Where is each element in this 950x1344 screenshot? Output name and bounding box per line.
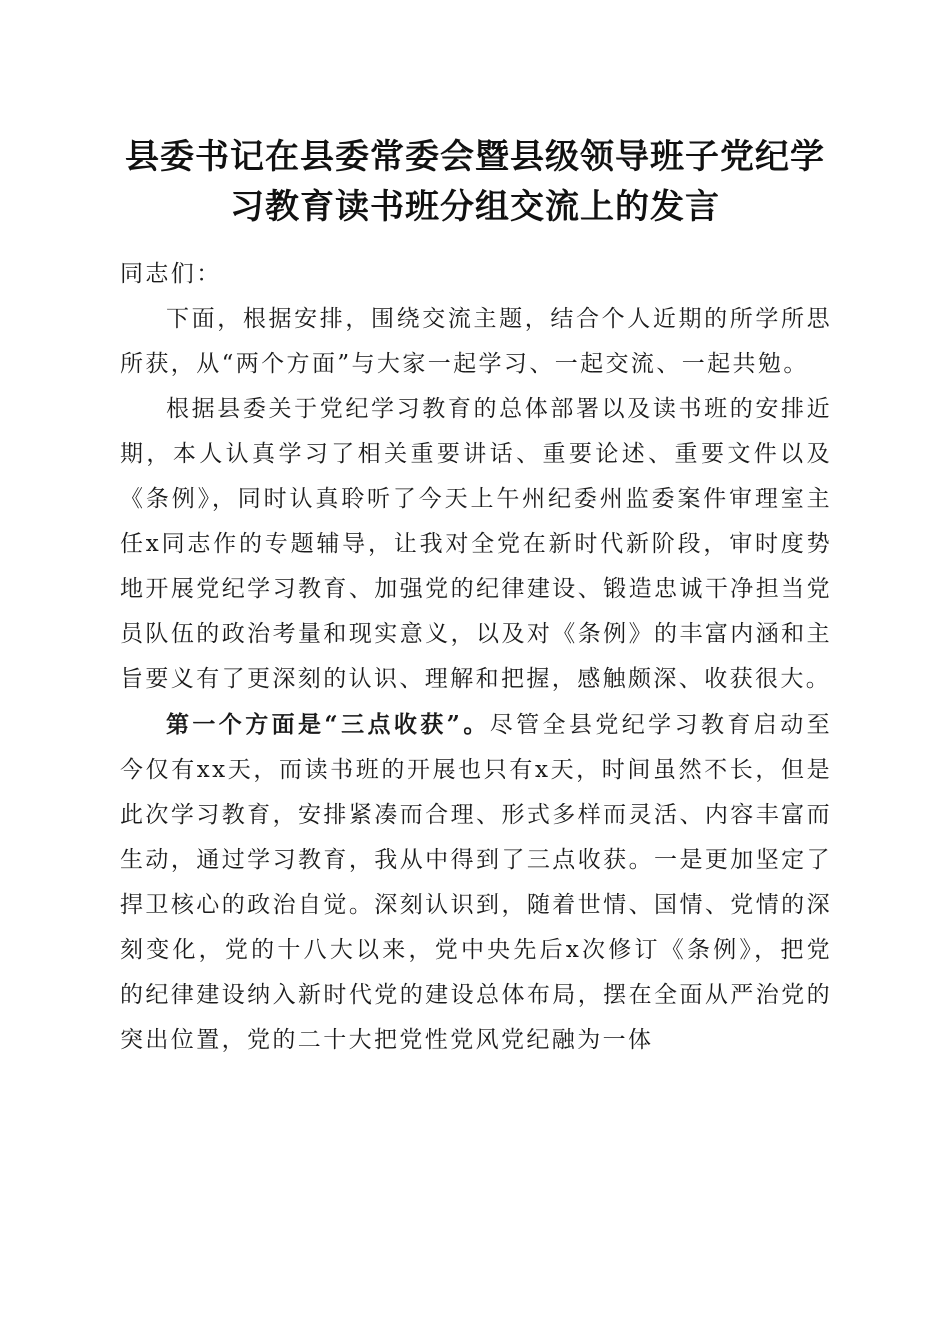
title-line-1: 县委书记在县委常委会暨县级领导班子党纪学 (125, 137, 825, 177)
section-lead-heading: 第一个方面是“三点收获”。 (166, 711, 490, 738)
document-body (120, 252, 832, 1063)
document-title (100, 132, 850, 232)
paragraph-first-aspect (120, 702, 832, 1063)
paragraph-study: 根据县委关于党纪学习教育的总体部署以及读书班的安排近期，本人认真学习了相关重要讲话、重要论述、重要文件以及《条例》，同时认真聆听了今天上午州纪委州监委案件审理室主任x同志作的专题辅导，让我对全党在新时代新阶段，审时度势地开展党纪学习教育、加强党的纪律建设、锻造忠诚干净担当党员队伍的政治考量和现实意义，以及对《条例》的丰富内涵和主旨要义有了更深刻的认识、理解和把握，感触颇深、收获很大。 (120, 396, 832, 692)
paragraph-intro: 下面，根据安排，围绕交流主题，结合个人近期的所学所思所获，从“两个方面”与大家一起学习、一起交流、一起共勉。 (120, 306, 832, 377)
title-line-2: 习教育读书班分组交流上的发言 (230, 187, 720, 227)
salutation: 同志们： (120, 261, 222, 287)
paragraph-first-aspect-text: 尽管全县党纪学习教育启动至今仅有xx天，而读书班的开展也只有x天，时间虽然不长，但是此次学习教育，安排紧凑而合理、形式多样而灵活、内容丰富而生动，通过学习教育，我从中得到了三点收获。一是更加坚定了捍卫核心的政治自觉。深刻认识到，随着世情、国情、党情的深刻变化，党的十八大以来，党中央先后x次修订《条例》，把党的纪律建设纳入新时代党的建设总体布局，摆在全面从严治党的突出位置，党的二十大把党性党风党纪融为一体 (120, 712, 832, 1053)
